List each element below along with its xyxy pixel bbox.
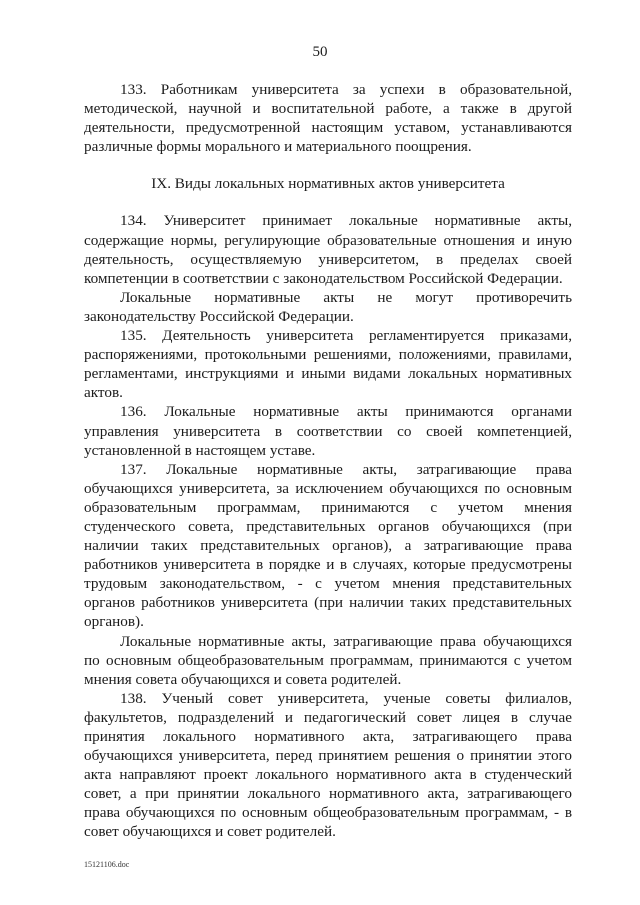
paragraph-136: 136. Локальные нормативные акты принимаются органами управления университета в соответствии со своей компетенцией, установленной в настоящем уставе. <box>84 403 572 459</box>
paragraph-133: 133. Работникам университета за успехи в образовательной, методической, научной и воспитательной работе, а также в другой деятельности, предусмотренной настоящим уставом, устанавливаются различные формы морального и материального поощрения. <box>84 81 572 156</box>
document-body <box>84 80 572 842</box>
paragraph-135: 135. Деятельность университета регламентируется приказами, распоряжениями, протокольными решениями, положениями, правилами, регламентами, инструкциями и иными видами локальных нормативных актов. <box>84 327 572 402</box>
footer-filename: 15121106.doc <box>84 860 130 869</box>
paragraph-134-continuation: Локальные нормативные акты не могут противоречить законодательству Российской Федерации. <box>84 288 572 325</box>
paragraph-137: 137. Локальные нормативные акты, затрагивающие права обучающихся университета, за исключением обучающихся по основным образовательным программам, принимаются с учетом мнения студенческого совета, представительных органов обучающихся (при наличии таких представительных органов), а затрагивающие права работников университета в порядке и в случаях, которые предусмотрены трудовым законодательством, - с учетом мнения представительных органов работников университета (при наличии таких представительных органов). <box>84 460 572 631</box>
section-heading: IX. Виды локальных нормативных актов университета <box>151 175 505 193</box>
paragraph-137-continuation: Локальные нормативные акты, затрагивающие права обучающихся по основным общеобразовательным программам, принимаются с учетом мнения совета обучающихся и совета родителей. <box>84 632 572 688</box>
paragraph-134: 134. Университет принимает локальные нормативные акты, содержащие нормы, регулирующие образовательные отношения и иную деятельность, осуществляемую университетом, в пределах своей компетенции в соответствии с законодательством Российской Федерации. <box>84 212 572 287</box>
page-number: 50 <box>312 44 328 60</box>
paragraph-138: 138. Ученый совет университета, ученые советы филиалов, факультетов, подразделений и педагогический совет лицея в случае принятия локального нормативного акта, затрагивающего права обучающихся университета, перед принятием решения о принятии этого акта направляют проект локального нормативного акта в студенческий совет, а при принятии локального нормативного акта, затрагивающего права обучающихся по основным общеобразовательным программам, - в совет обучающихся и совет родителей. <box>84 689 572 841</box>
